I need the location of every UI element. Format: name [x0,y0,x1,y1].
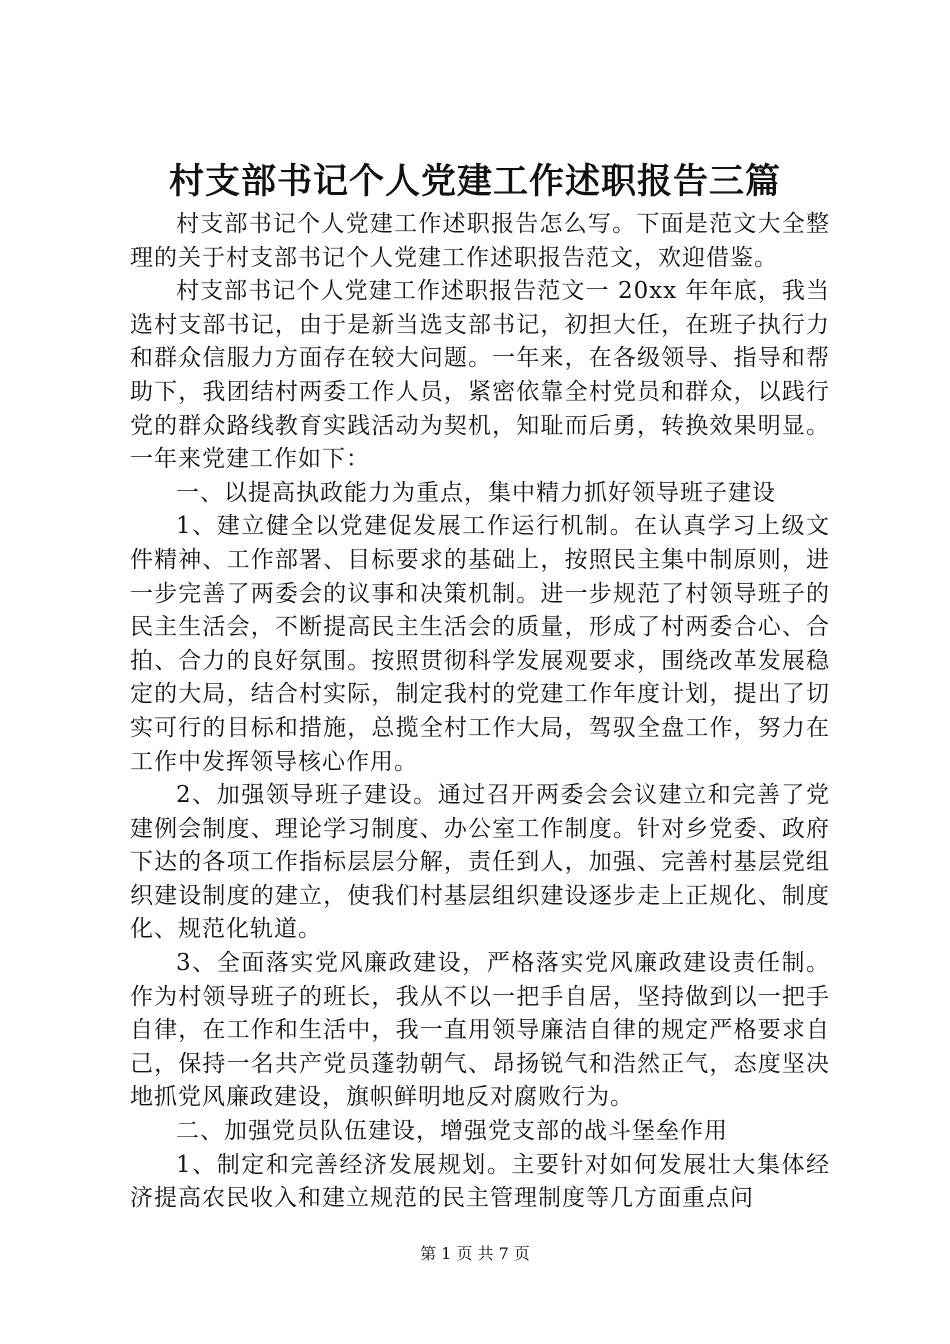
paragraph-item-4: 1、制定和完善经济发展规划。主要针对如何发展壮大集体经济提高农民收入和建立规范的民主管理制度等几方面重点问 [130,1151,830,1212]
paragraph-item-2: 2、加强领导班子建设。通过召开两委会会议建立和完善了党建例会制度、理论学习制度、办公室工作制度。针对乡党委、政府下达的各项工作指标层层分解，责任到人，加强、完善村基层党组织建设制度的建立，使我们村基层组织建设逐步走上正规化、制度化、规范化轨道。 [130,782,830,943]
paragraph-overview: 村支部书记个人党建工作述职报告范文一 20xx 年年底，我当选村支部书记，由于是新当选支部书记，初担大任，在班子执行力和群众信服力方面存在较大问题。一年来，在各级领导、指导和帮助下，我团结村两委工作人员，紧密依靠全村党员和群众，以践行党的群众路线教育实践活动为契机，知耻而后勇，转换效果明显。一年来党建工作如下： [130,278,830,473]
paragraph-item-3: 3、全面落实党风廉政建设，严格落实党风廉政建设责任制。作为村领导班子的班长，我从不以一把手自居，坚持做到以一把手自律，在工作和生活中，我一直用领导廉洁自律的规定严格要求自己，保持一名共产党员蓬勃朝气、昂扬锐气和浩然正气，态度坚决地抓党风廉政建设，旗帜鲜明地反对腐败行为。 [130,950,830,1111]
document-body [130,208,830,1216]
paragraph-item-1: 1、建立健全以党建促发展工作运行机制。在认真学习上级文件精神、工作部署、目标要求的基础上，按照民主集中制原则，进一步完善了两委会的议事和决策机制。进一步规范了村领导班子的民主生活会，不断提高民主生活会的质量，形成了村两委合心、合拍、合力的良好氛围。按照贯彻科学发展观要求，围绕改革发展稳定的大局，结合村实际，制定我村的党建工作年度计划，提出了切实可行的目标和措施，总揽全村工作大局，驾驭全盘工作，努力在工作中发挥领导核心作用。 [130,513,830,775]
paragraph-intro: 村支部书记个人党建工作述职报告怎么写。下面是范文大全整理的关于村支部书记个人党建工作述职报告范文，欢迎借鉴。 [130,211,830,271]
section-heading-1: 一、以提高执政能力为重点，集中精力抓好领导班子建设 [176,479,776,506]
document-title: 村支部书记个人党建工作述职报告三篇 [168,161,781,202]
section-heading-2: 二、加强党员队伍建设，增强党支部的战斗堡垒作用 [176,1118,728,1145]
page-footer: 第 1 页 共 7 页 [420,1244,530,1263]
